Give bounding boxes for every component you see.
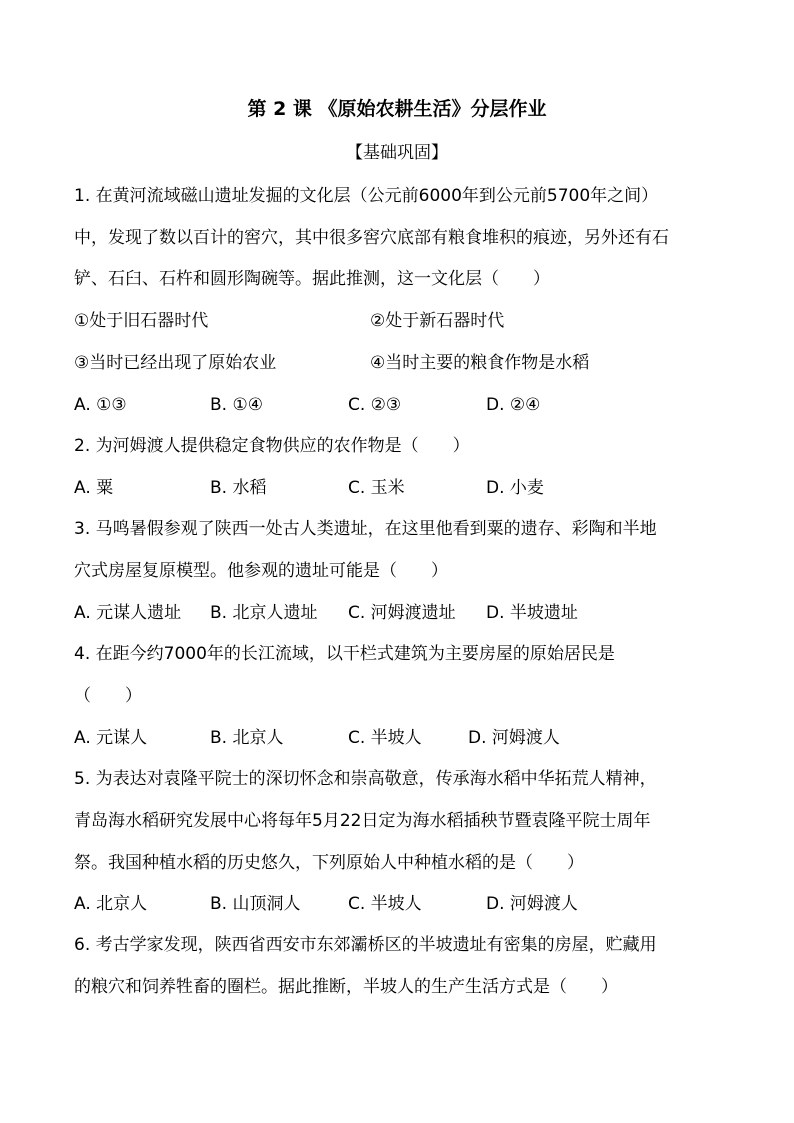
question-4-option-a: A. 元谋人 (74, 728, 148, 748)
question-4-option-b: B. 北京人 (210, 728, 284, 748)
question-3-option-b: B. 北京人遗址 (210, 603, 318, 623)
question-1-line-3: 铲、石臼、石杵和圆形陶碗等。据此推测，这一文化层（ ） (74, 269, 550, 289)
question-1-statement-2: ②处于新石器时代 (370, 311, 505, 331)
question-6-line-1: 6. 考古学家发现，陕西省西安市东郊灞桥区的半坡遗址有密集的房屋，贮藏用 (74, 935, 657, 955)
question-2-option-a: A. 粟 (74, 478, 114, 498)
section-heading: 【基础巩固】 (346, 143, 448, 163)
question-1-option-c: C. ②③ (348, 395, 402, 415)
question-2-option-d: D. 小麦 (486, 478, 544, 498)
page-title: 第 2 课 《原始农耕生活》分层作业 (247, 98, 547, 120)
question-5-option-c: C. 半坡人 (348, 894, 422, 914)
question-3-line-2: 穴式房屋复原模型。他参观的遗址可能是（ ） (74, 561, 448, 581)
question-3-option-a: A. 元谋人遗址 (74, 603, 182, 623)
question-5-option-a: A. 北京人 (74, 894, 148, 914)
question-1-option-b: B. ①④ (210, 395, 263, 415)
question-4-option-c: C. 半坡人 (348, 728, 422, 748)
question-2-option-b: B. 水稻 (210, 478, 267, 498)
question-1-statement-4: ④当时主要的粮食作物是水稻 (370, 353, 590, 373)
question-4-line-2: （ ） (74, 686, 142, 706)
question-1-line-1: 1. 在黄河流域磁山遗址发掘的文化层（公元前6000年到公元前5700年之间） (74, 186, 659, 206)
question-5-line-2: 青岛海水稻研究发展中心将每年5月22日定为海水稻插秧节暨袁隆平院士周年 (74, 811, 651, 831)
question-5-line-1: 5. 为表达对袁隆平院士的深切怀念和崇高敬意，传承海水稻中华拓荒人精神， (74, 769, 657, 789)
question-5-line-3: 祭。我国种植水稻的历史悠久，下列原始人中种植水稻的是（ ） (74, 853, 584, 873)
question-1-line-2: 中，发现了数以百计的窖穴，其中很多窖穴底部有粮食堆积的痕迹，另外还有石 (74, 228, 669, 248)
question-1-statement-3: ③当时已经出现了原始农业 (74, 353, 277, 373)
question-3-option-c: C. 河姆渡遗址 (348, 603, 456, 623)
question-2-option-c: C. 玉米 (348, 478, 405, 498)
question-1-statement-1: ①处于旧石器时代 (74, 311, 209, 331)
question-3-line-1: 3. 马鸣暑假参观了陕西一处古人类遗址，在这里他看到粟的遗存、彩陶和半地 (74, 519, 657, 539)
question-5-option-b: B. 山顶洞人 (210, 894, 301, 914)
question-4-option-d: D. 河姆渡人 (468, 728, 560, 748)
question-6-line-2: 的粮穴和饲养牲畜的圈栏。据此推断，半坡人的生产生活方式是（ ） (74, 977, 618, 997)
question-4-line-1: 4. 在距今约7000年的长江流域，以干栏式建筑为主要房屋的原始居民是 (74, 644, 615, 664)
question-1-option-d: D. ②④ (486, 395, 541, 415)
question-3-option-d: D. 半坡遗址 (486, 603, 578, 623)
question-1-option-a: A. ①③ (74, 395, 127, 415)
question-5-option-d: D. 河姆渡人 (486, 894, 578, 914)
question-2-line-1: 2. 为河姆渡人提供稳定食物供应的农作物是（ ） (74, 436, 470, 456)
